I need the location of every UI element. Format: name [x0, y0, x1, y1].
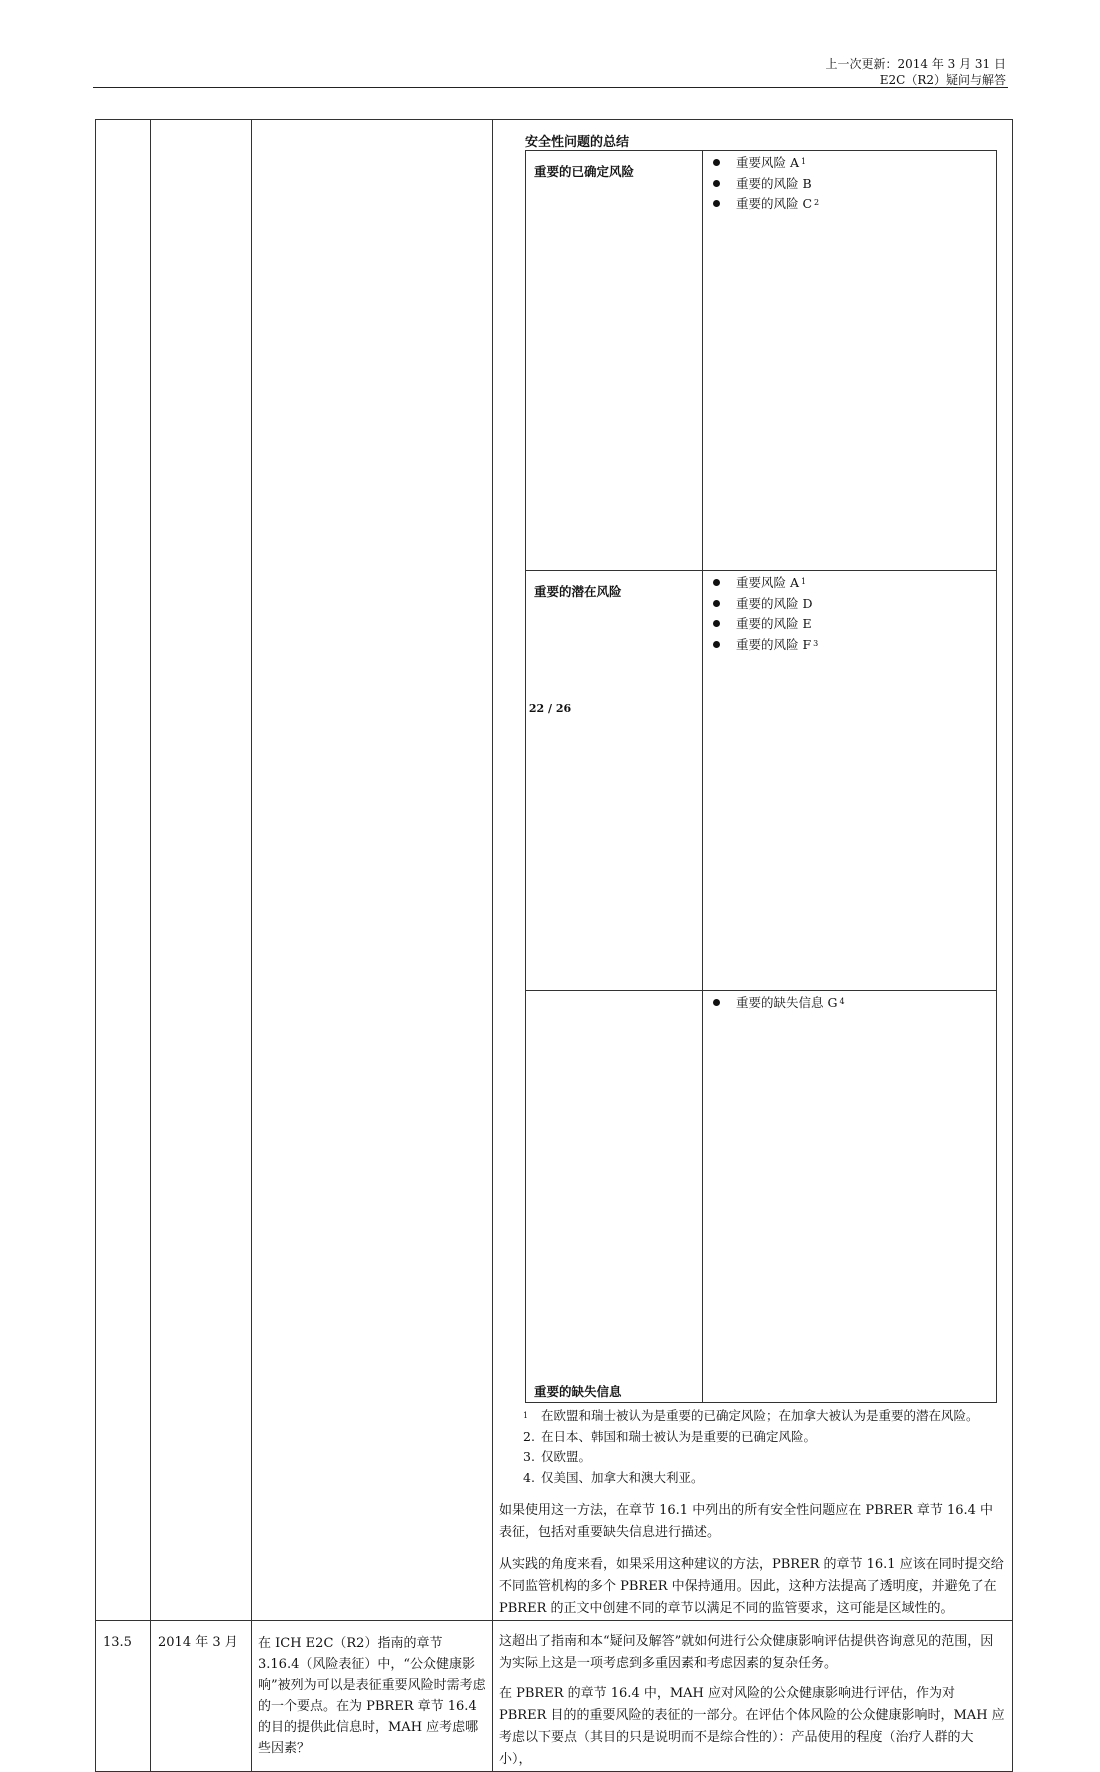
list-item: 重要的风险 D [703, 594, 996, 615]
bullet-icon [713, 579, 720, 586]
table-row [96, 120, 1013, 1621]
risk-group-label: 重要的缺失信息 [526, 991, 703, 1403]
header-rule [93, 87, 1008, 88]
date-cell [151, 120, 252, 1621]
bullet-icon [713, 641, 720, 648]
list-item: 重要的风险 E [703, 614, 996, 635]
answer-paragraph: 从实践的角度来看，如果采用这种建议的方法，PBRER 的章节 16.1 应该在同时提交给不同监管机构的多个 PBRER 中保持通用。因此，这种方法提高了透明度，并避免了在 PBRER 的正文中创建不同的章节以满足不同的监管要求，这可能是区域性的。 [499, 1557, 1004, 1616]
risk-list [703, 991, 997, 1403]
bullet-icon [713, 999, 720, 1006]
bullet-icon [713, 620, 720, 627]
safety-summary-table [525, 150, 997, 1403]
question-cell [252, 1621, 493, 1772]
answer-paragraph: 如果使用这一方法，在章节 16.1 中列出的所有安全性问题应在 PBRER 章节 16.4 中表征，包括对重要缺失信息进行描述。 [499, 1503, 994, 1540]
list-item: 重要风险 A $^1$ [703, 153, 996, 174]
risk-group-label: 重要的潜在风险 [526, 571, 703, 991]
answer-cell [493, 120, 1013, 1621]
number-cell [96, 120, 151, 1621]
risk-list [703, 151, 997, 571]
question-cell [252, 120, 493, 1621]
list-item: 重要的风险 C $^2$ [703, 194, 996, 215]
risk-list [703, 571, 997, 991]
risk-group-row [526, 151, 997, 571]
question-text: 在 ICH E2C（R2）指南的章节 3.16.4（风险表征）中，“公众健康影响”被列为可以是表征重要风险时需考虑的一个要点。在为 PBRER 章节 16.4 的目的提供此信息时，MAH 应考虑哪些因素？ [258, 1636, 486, 1756]
risk-group-row [526, 991, 997, 1403]
number-cell [96, 1621, 151, 1772]
risk-group-row [526, 571, 997, 991]
footnotes [493, 1403, 1012, 1488]
list-item: 重要的风险 F $^3$ [703, 635, 996, 656]
answer-paragraph: 在 PBRER 的章节 16.4 中，MAH 应对风险的公众健康影响进行评估，作为对 PBRER 目的的重要风险的表征的一部分。在评估个体风险的公众健康影响时，MAH 应考虑以下要点（其目的只是说明而不是综合性的）：产品使用的程度（治疗人群的大小）， [499, 1686, 1005, 1767]
footnote: 2. 在日本、韩国和瑞士被认为是重要的已确定风险。 [523, 1428, 817, 1444]
qa-table [95, 119, 1013, 1772]
bullet-icon [713, 180, 720, 187]
date-cell [151, 1621, 252, 1772]
summary-title: 安全性问题的总结 [525, 135, 630, 150]
bullet-icon [713, 159, 720, 166]
table-row [96, 1621, 1013, 1772]
question-date: 2014 年 3 月 [158, 1635, 238, 1650]
bullet-icon [713, 200, 720, 207]
answer-cell [493, 1621, 1013, 1772]
answer-paragraph: 这超出了指南和本“疑问及解答”就如何进行公众健康影响评估提供咨询意见的范围，因为实际上这是一项考虑到多重因素和考虑因素的复杂任务。 [499, 1634, 994, 1671]
list-item: 重要风险 A $^1$ [703, 573, 996, 594]
list-item: 重要的缺失信息 G $^4$ [703, 993, 996, 1014]
page-number: 22 / 26 [528, 702, 572, 715]
footnote: 1 在欧盟和瑞士被认为是重要的已确定风险；在加拿大被认为是重要的潜在风险。 [523, 1408, 979, 1423]
footnote: 3. 仅欧盟。 [523, 1449, 592, 1464]
footnote: 4. 仅美国、加拿大和澳大利亚。 [523, 1469, 704, 1485]
risk-group-label: 重要的已确定风险 [526, 151, 703, 571]
list-item: 重要的风险 B [703, 174, 996, 195]
header-doc-title: E2C（R2）疑问与解答 [879, 73, 1006, 87]
header-update-date: 上一次更新：2014 年 3 月 31 日 [825, 57, 1006, 71]
bullet-icon [713, 600, 720, 607]
question-number: 13.5 [103, 1635, 132, 1650]
